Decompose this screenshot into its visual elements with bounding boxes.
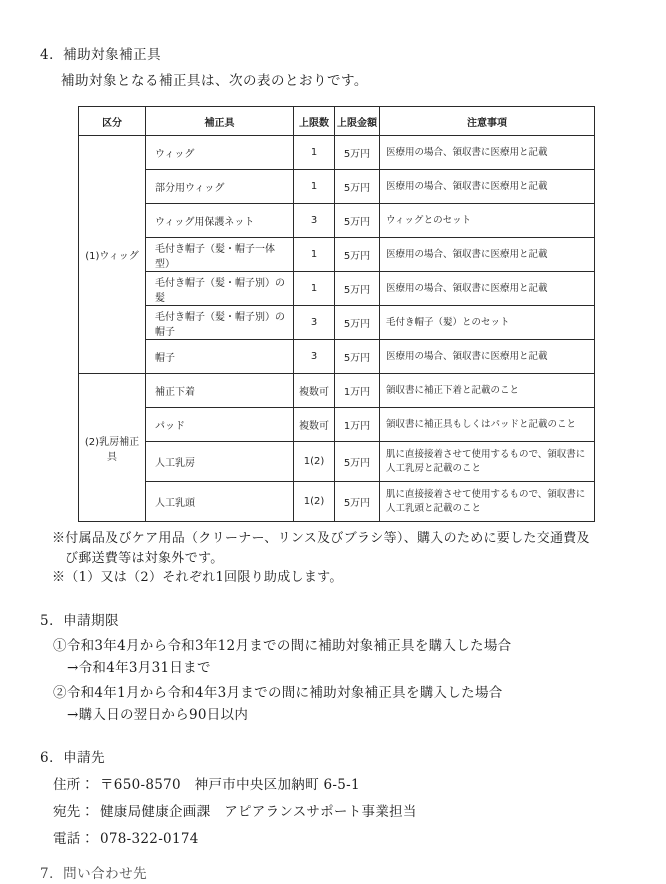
phone-label: 電話： [53, 830, 95, 847]
item-name: 毛付き帽子（髪・帽子別）の帽子 [146, 306, 294, 340]
section4-intro: 補助対象となる補正具は、次の表のとおりです。 [61, 73, 368, 89]
deadline-result-2: →購入日の翌日から90日以内 [67, 706, 249, 723]
section5-heading: 5．申請期限 [40, 612, 120, 629]
table-row [79, 204, 595, 238]
item-amount: 5万円 [335, 482, 380, 522]
table-row [79, 272, 595, 306]
item-name: ウィッグ [146, 136, 294, 170]
deadline-result-1: →令和4年3月31日まで [67, 659, 211, 676]
item-amount: 5万円 [335, 170, 380, 204]
table-row [79, 340, 595, 374]
item-note: ウィッグとのセット [380, 204, 595, 238]
item-limit: 1 [294, 272, 335, 306]
table-row [79, 408, 595, 442]
section7-heading-partial: 7．問い合わせ先 [40, 865, 148, 882]
item-limit: 複数可 [294, 374, 335, 408]
item-note: 肌に直接接着させて使用するもので、領収書に人工乳房と記載のこと [380, 442, 595, 482]
item-limit: 1 [294, 238, 335, 272]
item-note: 毛付き帽子（髪）とのセット [380, 306, 595, 340]
item-note: 領収書に補正具もしくはパッドと記載のこと [380, 408, 595, 442]
item-name: 部分用ウィッグ [146, 170, 294, 204]
address-value: 〒650-8570 神戸市中央区加納町 6-5-1 [100, 776, 360, 793]
group-label-wig: (1)ウィッグ [79, 136, 146, 374]
item-limit: 複数可 [294, 408, 335, 442]
section-4 [40, 46, 632, 588]
section4-heading: 4．補助対象補正具 [40, 47, 162, 63]
recipient-value: 健康局健康企画課 アピアランスサポート事業担当 [100, 803, 417, 820]
footnote-line: び郵送費等は対象外です。 [65, 550, 224, 566]
item-name: 人工乳房 [146, 442, 294, 482]
item-limit: 1(2) [294, 442, 335, 482]
phone-value: 078-322-0174 [100, 830, 199, 847]
table-row [79, 442, 595, 482]
footnote-line: ※付属品及びケア用品（クリーナー、リンス及びブラシ等）、購入のために要した交通費及 [52, 531, 590, 546]
address-label: 住所： [53, 776, 95, 793]
col-header-amount: 上限金額 [335, 107, 380, 136]
col-header-category: 区分 [79, 107, 146, 136]
item-name: 毛付き帽子（髪・帽子一体型） [146, 238, 294, 272]
item-name: パッド [146, 408, 294, 442]
col-header-limit: 上限数 [294, 107, 335, 136]
item-limit: 1 [294, 170, 335, 204]
item-amount: 1万円 [335, 374, 380, 408]
section-5 [40, 612, 632, 725]
item-amount: 1万円 [335, 408, 380, 442]
item-amount: 5万円 [335, 306, 380, 340]
item-limit: 3 [294, 340, 335, 374]
section6-heading: 6．申請先 [40, 749, 106, 766]
item-limit: 1 [294, 136, 335, 170]
group-label-breast: (2)乳房補正具 [79, 374, 146, 522]
recipient-row [53, 802, 632, 822]
table-footnotes [52, 529, 632, 588]
col-header-item: 補正具 [146, 107, 294, 136]
col-header-notes: 注意事項 [380, 107, 595, 136]
recipient-label: 宛先： [53, 803, 95, 820]
item-note: 医療用の場合、領収書に医療用と記載 [380, 136, 595, 170]
phone-row [53, 829, 632, 849]
table-row [79, 136, 595, 170]
item-note: 医療用の場合、領収書に医療用と記載 [380, 170, 595, 204]
subsidy-items-table [78, 106, 595, 522]
item-name: 人工乳頭 [146, 482, 294, 522]
item-amount: 5万円 [335, 340, 380, 374]
table-row [79, 306, 595, 340]
table-row [79, 170, 595, 204]
item-note: 医療用の場合、領収書に医療用と記載 [380, 340, 595, 374]
item-note: 医療用の場合、領収書に医療用と記載 [380, 272, 595, 306]
item-name: 毛付き帽子（髪・帽子別）の髪 [146, 272, 294, 306]
item-name: ウィッグ用保護ネット [146, 204, 294, 238]
item-note: 肌に直接接着させて使用するもので、領収書に人工乳頭と記載のこと [380, 482, 595, 522]
item-amount: 5万円 [335, 272, 380, 306]
item-limit: 1(2) [294, 482, 335, 522]
item-limit: 3 [294, 204, 335, 238]
item-limit: 3 [294, 306, 335, 340]
table-header-row [79, 107, 595, 136]
item-name: 帽子 [146, 340, 294, 374]
section-6 [40, 749, 632, 849]
item-note: 領収書に補正下着と記載のこと [380, 374, 595, 408]
deadline-case-1: ①令和3年4月から令和3年12月までの間に補助対象補正具を購入した場合 [53, 637, 512, 654]
table-row [79, 482, 595, 522]
item-amount: 5万円 [335, 136, 380, 170]
item-amount: 5万円 [335, 238, 380, 272]
address-row [53, 775, 632, 795]
item-note: 医療用の場合、領収書に医療用と記載 [380, 238, 595, 272]
table-row [79, 374, 595, 408]
deadline-case-2: ②令和4年1月から令和4年3月までの間に補助対象補正具を購入した場合 [53, 684, 503, 701]
footnote-line: ※（1）又は（2）それぞれ1回限り助成します。 [52, 570, 343, 585]
item-amount: 5万円 [335, 204, 380, 238]
table-row [79, 238, 595, 272]
item-amount: 5万円 [335, 442, 380, 482]
item-name: 補正下着 [146, 374, 294, 408]
